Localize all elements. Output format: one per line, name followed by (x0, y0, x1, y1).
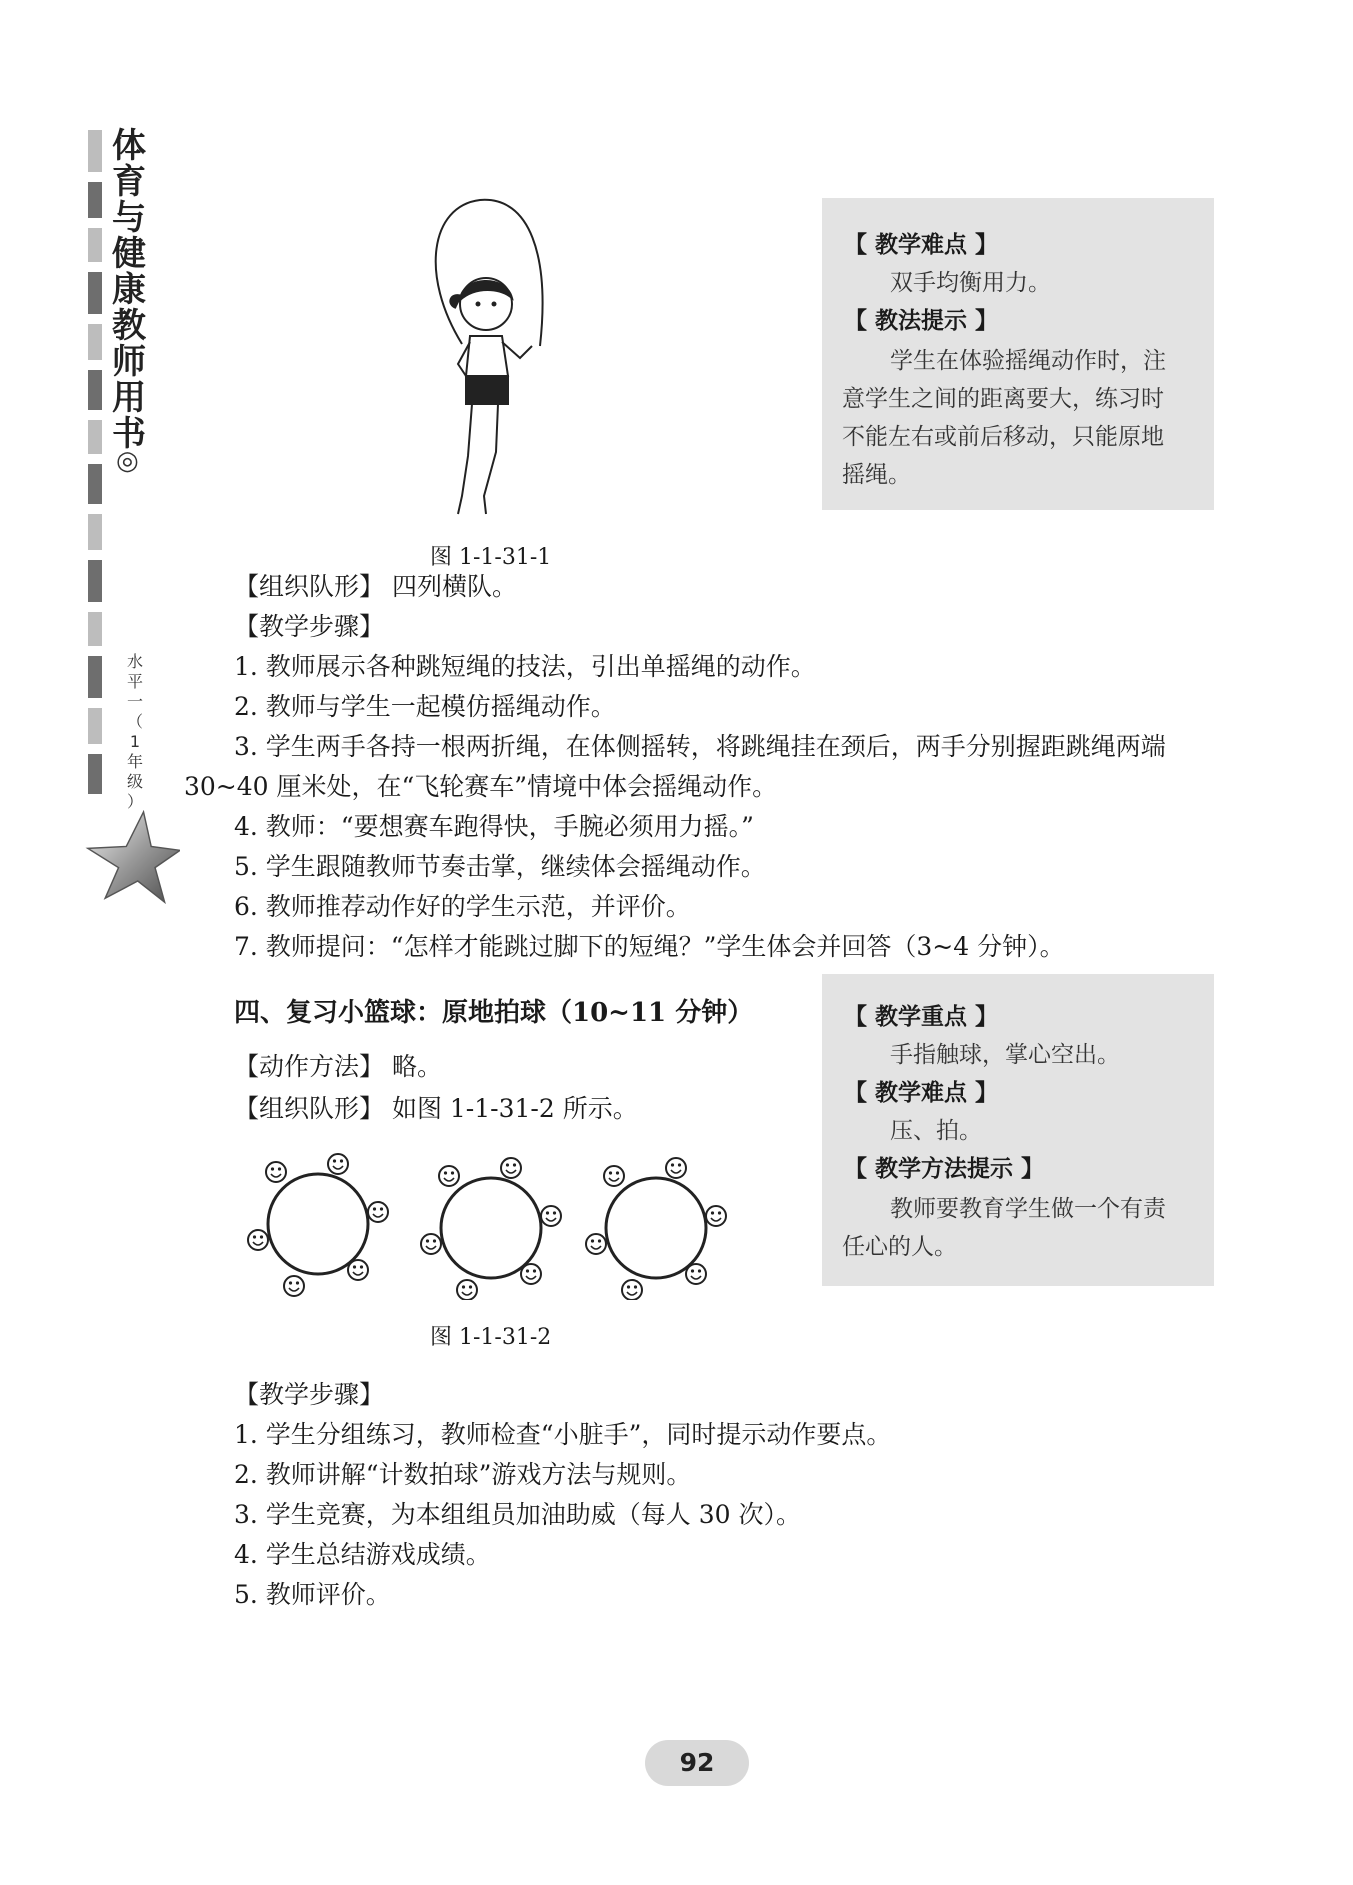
book-title (112, 128, 152, 452)
circle-group-3 (586, 1158, 726, 1300)
left-leg (458, 404, 472, 514)
page-number: 92 (645, 1740, 749, 1786)
book-title-char: 书 (112, 414, 146, 454)
step-line: 7. 教师提问：“怎样才能跳过脚下的短绳？”学生体会并回答（3~4 分钟）。 (234, 932, 1065, 961)
level-char: 年 (126, 752, 143, 771)
tip-text: 不能左右或前后移动，只能原地 (842, 424, 1164, 450)
tip-text: 双手均衡用力。 (890, 270, 1051, 296)
level-char: 级 (126, 772, 143, 791)
tip-text: 手指触球，掌心空出。 (890, 1042, 1120, 1068)
level-char: 水 (126, 652, 143, 671)
tip-text: 压、拍。 (890, 1118, 982, 1144)
level-char: （ (126, 712, 143, 731)
circle-mark: ◎ (116, 446, 139, 476)
shorts (466, 376, 508, 404)
sidebar-decoration (88, 130, 102, 804)
book-title-char: 用 (112, 378, 146, 418)
method-line: 【动作方法】 略。 (234, 1052, 442, 1081)
step-line: 30~40 厘米处，在“飞轮赛车”情境中体会摇绳动作。 (184, 772, 778, 801)
star-icon (84, 810, 180, 906)
step-line: 3. 学生竞赛，为本组组员加油助威（每人 30 次）。 (234, 1500, 802, 1529)
level-label (124, 652, 146, 812)
step-line: 5. 学生跟随教师节奏击掌，继续体会摇绳动作。 (234, 852, 766, 881)
tip-heading: 【 教学重点 】 (844, 1004, 999, 1030)
tip-heading: 【 教法提示 】 (844, 308, 999, 334)
tip-heading: 【 教学难点 】 (844, 232, 999, 258)
formation-line: 【组织队形】 如图 1-1-31-2 所示。 (234, 1094, 638, 1123)
book-title-char: 育 (112, 162, 146, 202)
formation-diagram (236, 1148, 746, 1300)
section-heading: 四、复习小篮球：原地拍球（10~11 分钟） (234, 998, 754, 1028)
tip-text: 意学生之间的距离要大，练习时 (842, 386, 1164, 412)
book-title-char: 与 (112, 198, 146, 238)
figure-caption-1: 图 1-1-31-1 (430, 545, 552, 570)
tip-box-key-points (822, 974, 1214, 1286)
step-line: 4. 学生总结游戏成绩。 (234, 1540, 491, 1569)
figure-caption-2: 图 1-1-31-2 (430, 1325, 552, 1350)
tip-text: 任心的人。 (842, 1234, 957, 1260)
right-leg (484, 404, 498, 514)
steps-title: 【教学步骤】 (234, 612, 385, 641)
jump-rope-illustration (410, 196, 560, 526)
step-line: 1. 教师展示各种跳短绳的技法，引出单摇绳的动作。 (234, 652, 816, 681)
tip-text: 摇绳。 (842, 462, 911, 488)
book-title-char: 教 (112, 306, 146, 346)
book-title-char: 康 (112, 270, 146, 310)
tip-heading: 【 教学难点 】 (844, 1080, 999, 1106)
step-line: 2. 教师讲解“计数拍球”游戏方法与规则。 (234, 1460, 692, 1489)
tip-text: 教师要教育学生做一个有责 (890, 1196, 1166, 1222)
step-line: 6. 教师推荐动作好的学生示范，并评价。 (234, 892, 691, 921)
step-line: 5. 教师评价。 (234, 1580, 391, 1609)
formation-line: 【组织队形】 四列横队。 (234, 572, 517, 601)
body-shirt (466, 336, 508, 376)
step-line: 4. 教师：“要想赛车跑得快，手腕必须用力摇。” (234, 812, 754, 841)
step-line: 3. 学生两手各持一根两折绳，在体侧摇转，将跳绳挂在颈后，两手分别握距跳绳两端 (234, 732, 1166, 761)
step-line: 1. 学生分组练习，教师检查“小脏手”，同时提示动作要点。 (234, 1420, 892, 1449)
book-title-char: 师 (112, 342, 146, 382)
tip-heading: 【 教学方法提示 】 (844, 1156, 1045, 1182)
tip-box-difficulty (822, 198, 1214, 510)
book-title-char: 体 (112, 126, 146, 166)
step-line: 2. 教师与学生一起模仿摇绳动作。 (234, 692, 616, 721)
level-char: 一 (126, 692, 143, 711)
level-char: ） (126, 792, 143, 811)
level-char: 平 (126, 672, 143, 691)
book-title-char: 健 (112, 234, 146, 274)
steps-title: 【教学步骤】 (234, 1380, 385, 1409)
circle-group-1 (248, 1154, 388, 1296)
right-arm (502, 342, 532, 358)
circle-group-2 (421, 1158, 561, 1300)
tip-text: 学生在体验摇绳动作时，注 (890, 348, 1166, 374)
level-char: 1 (129, 732, 141, 751)
